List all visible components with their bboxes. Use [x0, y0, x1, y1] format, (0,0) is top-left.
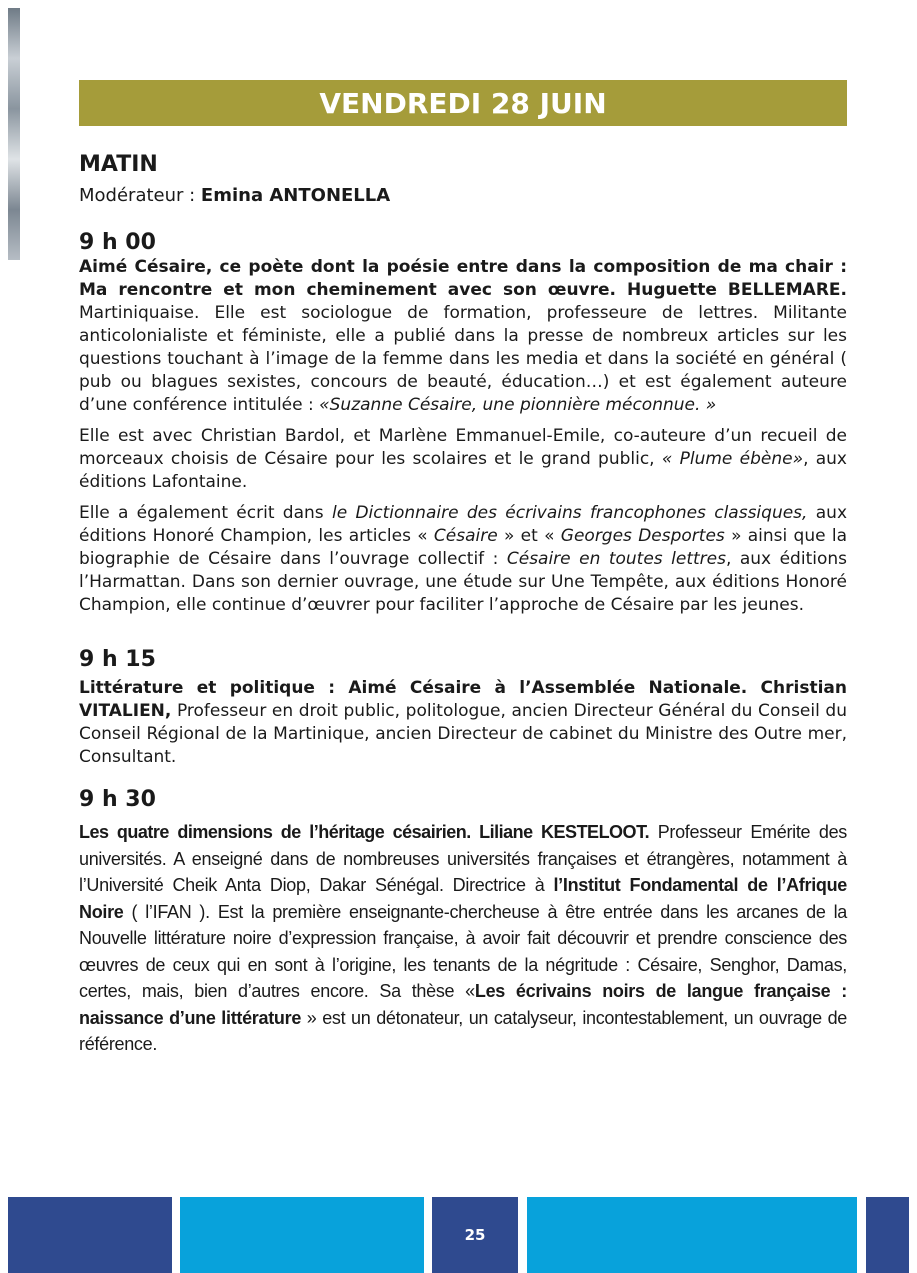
- footer-block: [527, 1197, 857, 1273]
- talk-bold: Les écrivains noirs de langue française : naissance d’une littérature: [79, 981, 848, 1028]
- side-photo-strip: [8, 8, 20, 260]
- talk-italic: «Suzanne Césaire, une pionnière méconnue. »: [319, 395, 717, 415]
- talk-text: » et «: [497, 526, 561, 546]
- talk-text: , aux éditions Lafontaine.: [79, 449, 847, 492]
- talk-text: Elle a également écrit dans: [79, 503, 332, 523]
- moderator-line: [79, 184, 847, 208]
- talk-title: Littérature et politique : Aimé Césaire à l’Assemblée Nationale. Christian VITALIEN,: [79, 678, 847, 721]
- talk-text: Professeur Emérite des universités. A enseigné dans de nombreuses universités françaises et étrangères, notamment à l’Université Cheik Anta Diop, Dakar Sénégal. Directrice à: [79, 822, 847, 895]
- talk-paragraph: [79, 819, 847, 1058]
- talk-text: aux éditions Honoré Champion, les articles «: [79, 503, 848, 546]
- session-title: MATIN: [79, 152, 158, 177]
- talk-time: 9 h 30: [79, 787, 156, 812]
- footer-block: [180, 1197, 424, 1273]
- talk-italic: Césaire: [433, 526, 498, 546]
- talk-title: Aimé Césaire, ce poète dont la poésie entre dans la composition de ma chair : Ma rencontre et mon cheminement avec son œuvre. Huguette BELLEMARE.: [79, 257, 847, 300]
- talk-paragraph: [79, 502, 847, 617]
- footer-block: [866, 1197, 909, 1273]
- talk-text: » ainsi que la biographie de Césaire dans l’ouvrage collectif :: [79, 526, 847, 569]
- talk-italic: le Dictionnaire des écrivains francophones classiques,: [331, 503, 808, 523]
- talk-text: Martiniquaise. Elle est sociologue de formation, professeure de lettres. Militante anticolonialiste et féministe, elle a publié dans la presse de nombreux articles sur les questions touchant à l’image de la femme dans les media et dans la société en général ( pub ou blagues sexistes, concours de beauté, éducation…) et est également auteure d’une conférence intitulée :: [79, 303, 847, 415]
- talk-time: 9 h 00: [79, 230, 156, 255]
- moderator-name: Emina ANTONELLA: [200, 185, 391, 206]
- talk-time: 9 h 15: [79, 647, 156, 672]
- talk-title: Les quatre dimensions de l’héritage césairien. Liliane KESTELOOT.: [79, 822, 650, 842]
- moderator-label: Modérateur :: [79, 185, 201, 206]
- talk-bold: l’Institut Fondamental de l’Afrique Noire: [79, 875, 847, 922]
- talk-text: ( l’IFAN ). Est la première enseignante-chercheuse à être entrée dans les arcanes de la Nouvelle littérature noire d’expression française, à avoir fait découvrir et prendre conscience des œuvres de ceux qui en sont à l’origine, les tenants de la négritude : Césaire, Senghor, Damas, certes, mais, bien d’autres encore. Sa thèse «: [79, 901, 847, 1001]
- footer-band: [0, 1197, 917, 1273]
- footer-block: [8, 1197, 172, 1273]
- talk-italic: « Plume ébène»: [661, 449, 804, 469]
- day-title: VENDREDI 28 JUIN: [319, 86, 607, 120]
- talk-paragraph: [79, 425, 847, 494]
- page-number: 25: [464, 1226, 486, 1244]
- talk-text: , aux éditions l’Harmattan. Dans son dernier ouvrage, une étude sur Une Tempête, aux éditions Honoré Champion, elle continue d’œuvrer pour faciliter l’approche de Césaire par les jeunes.: [79, 549, 847, 615]
- talk-paragraph: [79, 677, 847, 769]
- talk-text: Professeur en droit public, politologue, ancien Directeur Général du Conseil du Conseil Régional de la Martinique, ancien Directeur de cabinet du Ministre des Outre mer, Consultant.: [79, 701, 847, 767]
- talk-paragraph: [79, 256, 847, 417]
- talk-italic: Césaire en toutes lettres: [506, 549, 726, 569]
- page-content: [79, 80, 847, 1058]
- talk-text: Elle est avec Christian Bardol, et Marlène Emmanuel-Emile, co-auteure d’un recueil de morceaux choisis de Césaire pour les scolaires et le grand public,: [79, 426, 847, 469]
- talk-text: » est un détonateur, un catalyseur, incontestablement, un ouvrage de référence.: [79, 1007, 847, 1054]
- talk-italic: Georges Desportes: [560, 526, 725, 546]
- day-banner: [79, 80, 847, 126]
